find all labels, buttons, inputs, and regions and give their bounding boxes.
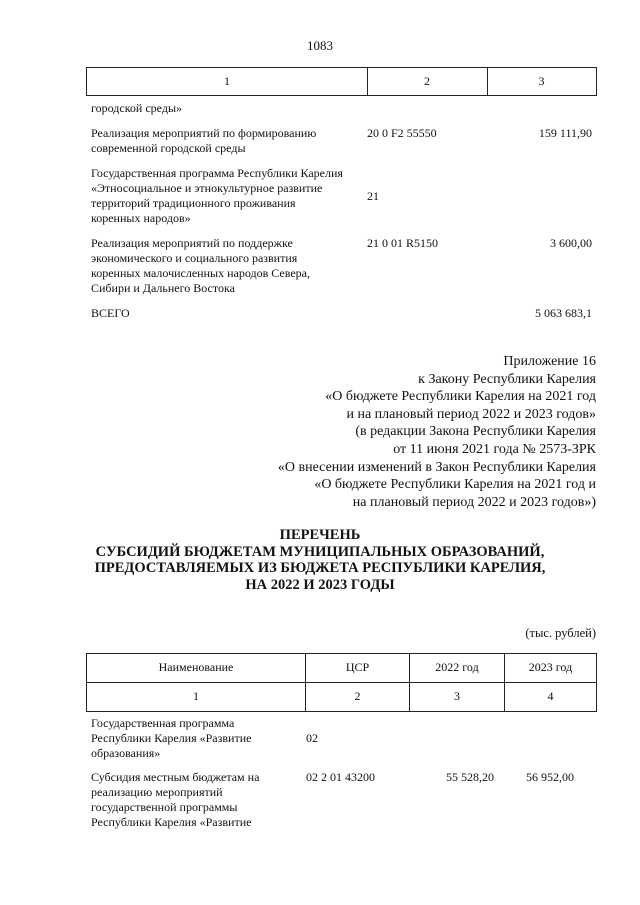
table1-row-name: городской среды» [91, 101, 183, 115]
title-line: ПЕРЕЧЕНЬ [279, 527, 361, 543]
table1-header-col2: 2 [424, 74, 430, 88]
appendix-line: от 11 июня 2021 года № 2573-ЗРК [393, 441, 596, 457]
units-label: (тыс. рублей) [525, 626, 596, 640]
appendix-reference [176, 353, 596, 511]
page-number: 1083 [307, 38, 333, 53]
table2-header-2022: 2022 год [409, 654, 504, 682]
table1-row-code: 20 0 F2 55550 [367, 126, 437, 140]
appendix-line: «О внесении изменений в Закон Республики Карелия [277, 459, 596, 475]
table1-row-amount: 3 600,00 [550, 236, 592, 250]
title-line: СУБСИДИЙ БЮДЖЕТАМ МУНИЦИПАЛЬНЫХ ОБРАЗОВАНИЙ, [95, 543, 545, 560]
appendix-line: (в редакции Закона Республики Карелия [355, 424, 596, 440]
table1-header [86, 67, 597, 96]
table1-total-value: 5 063 683,1 [535, 306, 592, 320]
table1-total-label: ВСЕГО [91, 306, 130, 320]
table2-header-2023: 2023 год [504, 654, 596, 682]
table1-row-name: Государственная программа Республики Карелия «Этносоциальное и этнокультурное развитие территорий традиционного проживания коренных народов» [91, 166, 343, 225]
table2-number: 2 [305, 683, 409, 711]
table2-number: 3 [409, 683, 504, 711]
appendix-line: Приложение 16 [503, 354, 596, 369]
table2-row-2022: 55 528,20 [446, 770, 494, 784]
table2-number: 1 [193, 689, 199, 703]
table2-header-row [87, 654, 596, 682]
table2-row-code: 02 [306, 731, 318, 745]
table2-row-code: 02 2 01 43200 [306, 770, 375, 784]
table2-row-name: Субсидия местным бюджетам на реализацию мероприятий государственной программы Республики Карелия «Развитие [91, 770, 260, 829]
table2-number: 4 [504, 683, 596, 711]
table1-header-col1: 1 [224, 74, 230, 88]
appendix-line: «О бюджете Республики Карелия на 2021 год и [314, 477, 596, 493]
table2-header-name: Наименование [158, 660, 234, 674]
table1-row-name: Реализация мероприятий по формированию современной городской среды [91, 126, 317, 155]
table1-row-amount: 159 111,90 [538, 126, 592, 140]
table2-header [86, 653, 597, 712]
document-title [0, 527, 640, 593]
title-line: ПРЕДОСТАВЛЯЕМЫХ ИЗ БЮДЖЕТА РЕСПУБЛИКИ КАРЕЛИЯ, [94, 560, 546, 576]
table2-header-csr: ЦСР [305, 654, 409, 682]
table1-row-code: 21 [367, 189, 379, 203]
table2-row-name: Государственная программа Республики Карелия «Развитие образования» [91, 716, 252, 760]
table1-row-code: 21 0 01 R5150 [367, 236, 439, 250]
title-line: НА 2022 И 2023 ГОДЫ [245, 576, 395, 593]
table1-header-col3: 3 [538, 74, 545, 88]
table2-number-row [87, 682, 596, 711]
table2-row-2023: 56 952,00 [526, 770, 574, 784]
appendix-line: к Закону Республики Карелия [418, 371, 596, 387]
appendix-line: на плановый период 2022 и 2023 годов») [352, 494, 596, 510]
appendix-line: «О бюджете Республики Карелия на 2021 год [325, 389, 596, 405]
appendix-line: и на плановый период 2022 и 2023 годов» [346, 406, 596, 422]
table1-row-name: Реализация мероприятий по поддержке экономического и социального развития коренных малочисленных народов Севера, Сибири и Дальнего Востока [91, 236, 310, 295]
